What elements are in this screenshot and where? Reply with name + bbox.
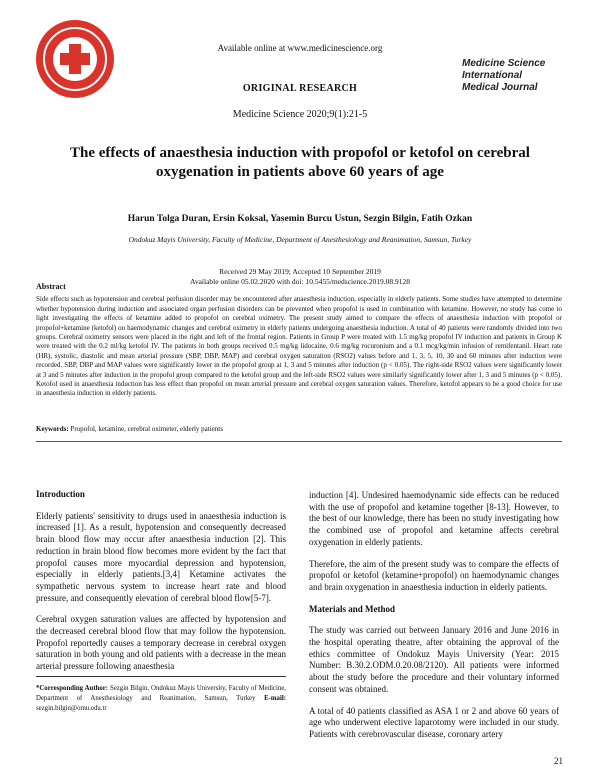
divider xyxy=(36,441,562,442)
keywords-label: Keywords: xyxy=(36,425,69,433)
email-address: sezgin.bilgin@omu.edu.tr xyxy=(36,705,107,712)
paragraph: A total of 40 patients classified as ASA 1 or 2 and above 60 years of age who underwent elective laparotomy were included in our study. Patients with cerebrovascular disease, coronary artery xyxy=(309,705,559,739)
methods-heading: Materials and Method xyxy=(309,603,395,614)
email-label: E-mail: xyxy=(264,695,286,702)
available-online: Available online at www.medicinescience.org xyxy=(217,43,383,53)
journal-name-line: International xyxy=(462,70,523,81)
paragraph: Therefore, the aim of the present study was to compare the effects of propofol or ketofol (ketamine+propofol) on haemodynamic changes and brain oxygenation in anaesthesia induction in elderly patients. xyxy=(309,558,559,592)
corresponding-author-note xyxy=(36,684,286,714)
page-number: 21 xyxy=(554,756,563,766)
article-title: The effects of anaesthesia induction with propofol or ketofol on cerebral oxygenation in patients above 60 years of age xyxy=(70,145,530,180)
abstract xyxy=(36,282,562,399)
citation: Medicine Science 2020;9(1):21-5 xyxy=(232,109,368,120)
authors: Harun Tolga Duran, Ersin Koksal, Yasemin Burcu Ustun, Sezgin Bilgin, Fatih Ozkan xyxy=(127,214,473,224)
paragraph: The study was carried out between January 2016 and June 2016 in the hospital operating theatre, after obtaining the approval of the ethics committee of Ondokuz Mayis University (Year: 2015 Number: B.30.2.ODM.0.20.08/2120). All patients were informed about the study before the procedure and their voluntary informed consent was obtained. xyxy=(309,625,559,694)
available-doi: Available online 05.02.2020 with doi: 10.5455/medscience.2019.08.9128 xyxy=(189,277,411,286)
journal-name-line: Medical Journal xyxy=(462,82,538,93)
received-date: Received 29 May 2019; Accepted 10 September 2019 xyxy=(219,267,381,276)
paragraph: induction [4]. Undesired haemodynamic side effects can be reduced with the use of propofol and ketamine together [8-13]. However, to the best of our knowledge, there has been no study investigating how the combined use of propofol and ketamine affects cerebral oxygenation in elderly patients. xyxy=(309,490,559,547)
footnote-divider xyxy=(36,676,286,677)
section-label: ORIGINAL RESEARCH xyxy=(242,83,358,94)
footnote-label: *Corresponding Author: xyxy=(36,685,109,692)
abstract-text: Side effects such as hypotension and cerebral perfusion disorder may be encountered after anaesthesia induction, especially in elderly patients. Some studies have attempted to determine whether hypotension during induction and associated organ perfusion disorders can be prevented when propofol is used in combination with ketamine. However, no study has come to light investigating the effects of ketamine added to propofol on cerebral oximetry. The present study aimed to compare the effects of anaesthesia induction with propofol or propofol+ketamine (ketofol) on haemodynamic changes and cerebral oximetry in elderly patients undergoing anaesthesia induction. A total of 40 patients were randomly divided into two groups. Cerebral oximetry sensors were placed in the right and left of the frontal region. Patients in Group P were treated with 1.5 mg/kg propofol IV induction and patients in Group K were treated with the 0.2 ml/kg ketofol IV. The patients in both groups received 0.5 mg/kg lidocaine, 0.6 mg/kg rocuronium and a 0.1 mcg/kg/min infusion of remifentanil. Heart rate (HR), systolic, diastolic and mean arterial pressure (SBP, DBP, MAP) and cerebral oxygen saturation (RSO2) values before and 1, 3, 5, 10, 30 and 60 minutes after induction were recorded. SBP, DBP and MAP values were significantly lower in the propofol group at 1, 3 and 5 minutes after induction (p < 0.05). The right-side RSO2 values were significantly lower at 3 and 5 minutes after induction in the propofol group compared to the ketofol group and the left-side RSO2 values were similarly significantly lower after 1, 3 and 5 minutes (p < 0.05). Ketofol used in anaesthesia induction has less effect than propofol on mean arterial pressure and cerebral oxygen saturation values. Therefore, ketofol appears to be a good choice for use in anaesthesia induction in elderly patients. xyxy=(36,295,562,398)
paragraph: Elderly patients' sensitivity to drugs used in anaesthesia induction is increased [1]. As a result, hypotension and consequently decreased brain blood flow may occur after anaesthesia induction [2]. This reduction in brain blood flow becomes more evident by the fact that propofol causes more myocardial depression and hypotension, especially in elderly patients.[3,4] Ketamine activates the sympathetic nervous system to increase heart rate and blood pressure, and consequently elevation of cerebral blood flow[5-7]. xyxy=(36,510,286,603)
journal-name-line: Medicine Science xyxy=(462,58,546,69)
footnote-text: Sezgin Bilgin, Ondokuz Mayis University, Faculty of Medicine, Department of Anesthesiology and Reanimation, Samsun, Turkey xyxy=(36,685,286,702)
abstract-heading: Abstract xyxy=(36,282,66,291)
introduction-heading: Introduction xyxy=(36,489,85,499)
paragraph: Cerebral oxygen saturation values are affected by hypotension and the decreased cerebral blood flow that may follow the hypotension. Propofol reportedly causes a temporary decrease in cerebral oxygen saturation in both young and old patients with a decrease in the mean arterial pressure following anaesthesia xyxy=(36,614,286,672)
affiliation: Ondokuz Mayis University, Faculty of Medicine, Department of Anesthesiology and Reanimation, Samsun, Turkey xyxy=(128,235,472,244)
keywords xyxy=(36,425,562,433)
right-column xyxy=(309,490,559,751)
keywords-text: Propofol, ketamine, cerebral oximeter, elderly patients xyxy=(70,425,223,433)
left-column xyxy=(36,489,286,683)
